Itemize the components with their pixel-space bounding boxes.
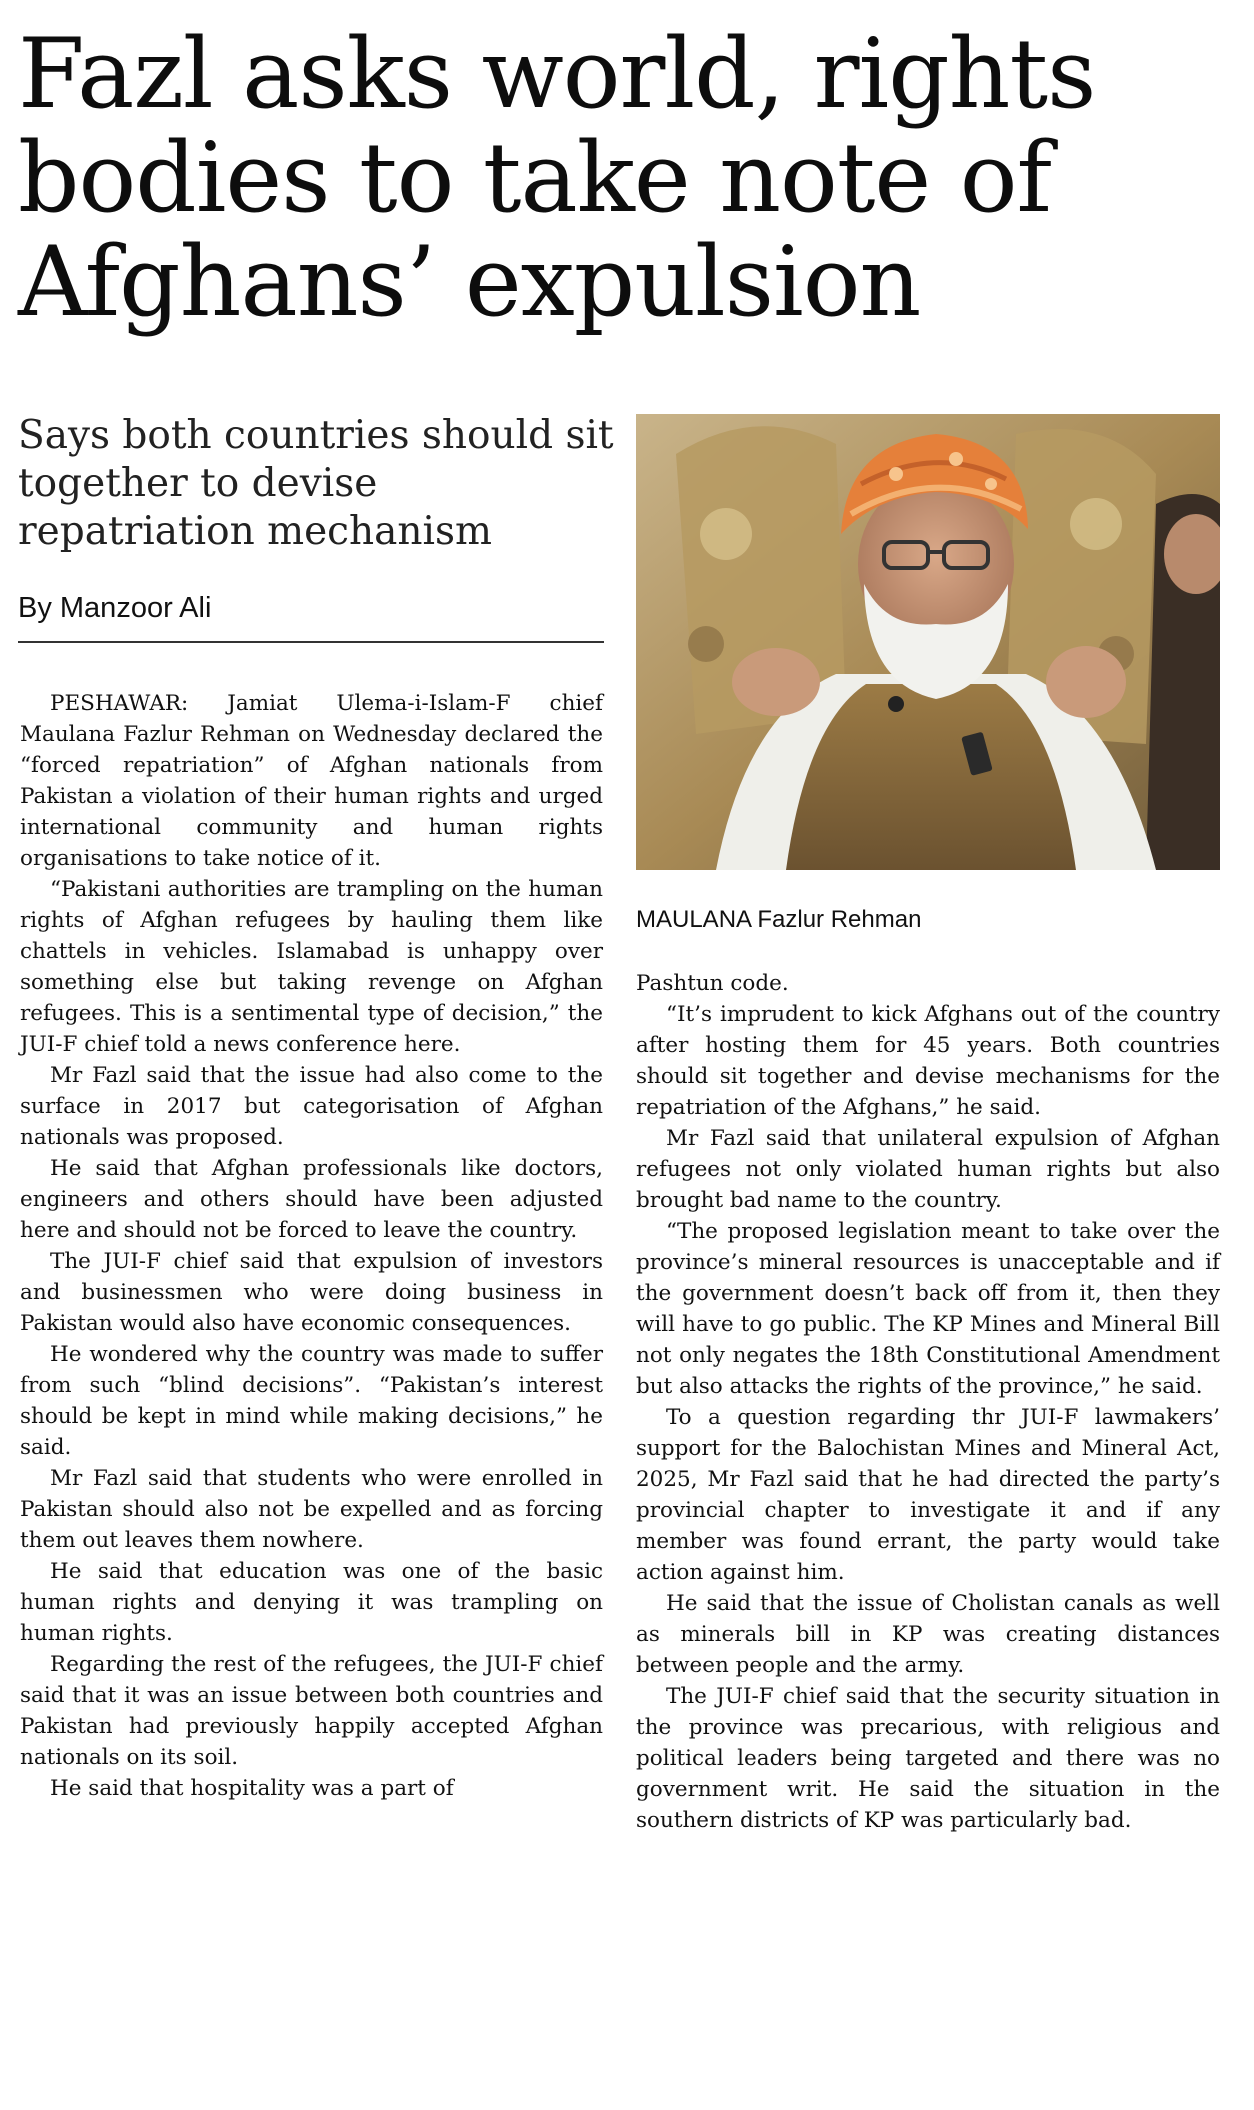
portrait-photo (636, 414, 1220, 870)
photo-caption: MAULANA Fazlur Rehman (636, 906, 922, 933)
paragraph: He said that hospitality was a part of (50, 1776, 454, 1801)
byline-divider (18, 641, 604, 643)
subheadline: Says both countries should sit together to devise repatriation mechanism (18, 413, 614, 554)
paragraph: Regarding the rest of the refugees, the JUI-F chief said that it was an issue between both countries and Pakistan had previously happily accepted Afghan nationals on its soil. (20, 1652, 603, 1770)
paragraph: Mr Fazl said that unilateral expulsion of Afghan refugees not only violated human rights but also brought bad name to the country. (636, 1126, 1220, 1213)
paragraph-continuation: Pashtun code. (636, 971, 789, 996)
paragraph: To a question regarding thr JUI-F lawmakers’ support for the Balochistan Mines and Mineral Act, 2025, Mr Fazl said that he had directed the party’s provincial chapter to investigate it and if any member was found errant, the party would take action against him. (636, 1405, 1220, 1585)
paragraph: “Pakistani authorities are trampling on the human rights of Afghan refugees by hauling them like chattels in vehicles. Islamabad is unhappy over something else but taking revenge on Afghan refugees. This is a sentimental type of decision,” the JUI-F chief told a news conference here. (20, 877, 603, 1057)
paragraph: PESHAWAR: Jamiat Ulema-i-Islam-F chief Maulana Fazlur Rehman on Wednesday declared the “forced repatriation” of Afghan nationals from Pakistan a violation of their human rights and urged international community and human rights organisations to take notice of it. (20, 691, 603, 871)
paragraph: Mr Fazl said that students who were enrolled in Pakistan should also not be expelled and as forcing them out leaves them nowhere. (20, 1466, 603, 1553)
paragraph: He said that the issue of Cholistan canals as well as minerals bill in KP was creating distances between people and the army. (636, 1591, 1220, 1678)
article-column-1 (20, 688, 603, 1804)
headline: Fazl asks world, rights bodies to take note of Afghans’ expulsion (18, 18, 1096, 338)
paragraph: “The proposed legislation meant to take over the province’s mineral resources is unacceptable and if the government doesn’t back off from it, then they will have to go public. The KP Mines and Mineral Bill not only negates the 18th Constitutional Amendment but also attacks the rights of the province,” he said. (636, 1219, 1220, 1399)
paragraph: He said that Afghan professionals like doctors, engineers and others should have been adjusted here and should not be forced to leave the country. (20, 1156, 603, 1243)
paragraph: The JUI-F chief said that expulsion of investors and businessmen who were doing business in Pakistan would also have economic consequences. (20, 1249, 603, 1336)
byline: By Manzoor Ali (18, 592, 212, 624)
paragraph: He wondered why the country was made to suffer from such “blind decisions”. “Pakistan’s interest should be kept in mind while making decisions,” he said. (20, 1342, 603, 1460)
paragraph: The JUI-F chief said that the security situation in the province was precarious, with religious and political leaders being targeted and there was no government writ. He said the situation in the southern districts of KP was particularly bad. (636, 1684, 1220, 1833)
paragraph: Mr Fazl said that the issue had also come to the surface in 2017 but categorisation of Afghan nationals was proposed. (20, 1063, 603, 1150)
paragraph: “It’s imprudent to kick Afghans out of the country after hosting them for 45 years. Both countries should sit together and devise mechanisms for the repatriation of the Afghans,” he said. (636, 1002, 1220, 1120)
article-column-2 (636, 968, 1220, 1836)
paragraph: He said that education was one of the basic human rights and denying it was trampling on human rights. (20, 1559, 603, 1646)
